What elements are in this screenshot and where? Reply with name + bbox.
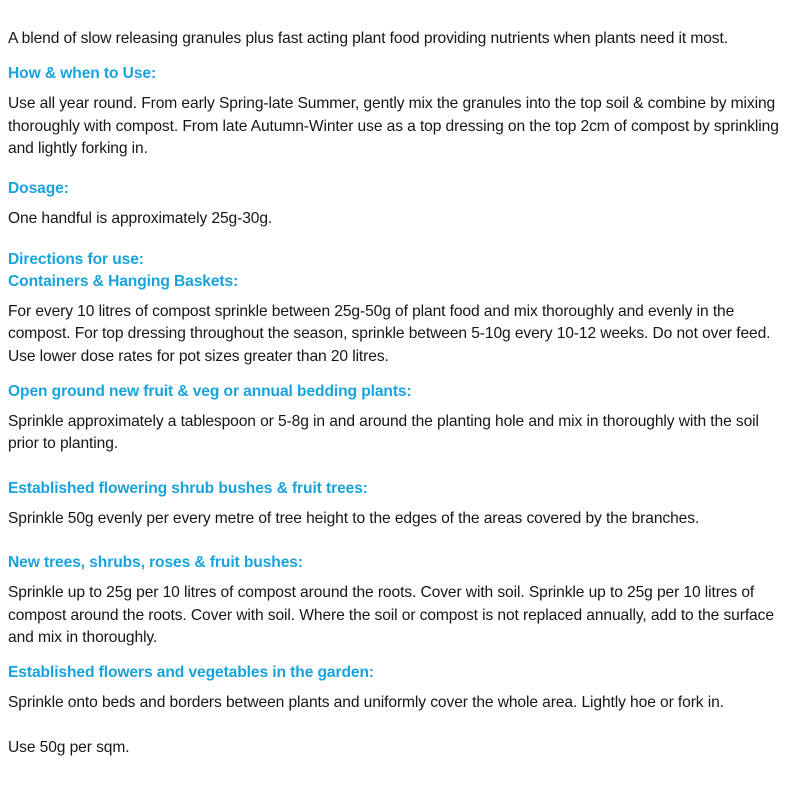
spacer [8,574,792,582]
spacer [8,50,792,63]
section-body: Sprinkle up to 25g per 10 litres of compost around the roots. Cover with soil. Sprinkle up to 25g per 10 litres of compost around the roots. Cover with soil. Where the soil or compost is not replaced annually, add to the surface and mix in thoroughly. [8,584,774,646]
spacer [8,231,792,249]
section-heading: Containers & Hanging Baskets: [8,272,239,290]
section-body: Sprinkle onto beds and borders between plants and uniformly cover the whole area. Lightly hoe or fork in. [8,694,724,712]
section-body: Sprinkle 50g evenly per every metre of tree height to the edges of the areas covered by the branches. [8,509,700,527]
spacer [8,649,792,662]
section-containers-hanging-baskets [8,271,792,368]
section-heading: New trees, shrubs, roses & fruit bushes: [8,554,303,572]
section-body: For every 10 litres of compost sprinkle between 25g-50g of plant food and mix thoroughly and evenly in the compost. For top dressing throughout the season, sprinkle between 5-10g every 10-12 weeks. Do not over feed. Use lower dose rates for pot sizes greater than 20 litres. [8,303,771,365]
section-new-trees-shrubs-roses [8,552,792,649]
section-body: Sprinkle approximately a tablespoon or 5-8g in and around the planting hole and mix in thoroughly with the soil prior to planting. [8,413,759,453]
section-established-flowering-shrubs [8,478,792,530]
section-heading: Directions for use: [8,250,144,268]
spacer [8,85,792,93]
intro-paragraph: A blend of slow releasing granules plus fast acting plant food providing nutrients when plants need it most. [8,30,728,47]
section-heading: Open ground new fruit & veg or annual bedding plants: [8,382,412,400]
section-how-and-when [8,63,792,160]
section-open-ground-new-fruit-veg [8,381,792,456]
section-heading: Established flowers and vegetables in the garden: [8,664,374,682]
section-directions-for-use [8,249,792,271]
section-heading: Established flowering shrub bushes & fruit trees: [8,479,368,497]
spacer [8,368,792,381]
section-established-flowers-vegetables [8,662,792,714]
section-heading: Dosage: [8,180,69,198]
footer-note: Use 50g per sqm. [8,738,130,756]
spacer [8,403,792,411]
spacer [8,684,792,692]
spacer [8,160,792,178]
section-body: One handful is approximately 25g-30g. [8,210,273,228]
spacer [8,200,792,208]
spacer [8,715,792,737]
spacer [8,530,792,552]
spacer [8,456,792,478]
spacer [8,500,792,508]
section-dosage [8,178,792,230]
spacer [8,293,792,301]
section-heading: How & when to Use: [8,65,157,83]
section-body: Use all year round. From early Spring-late Summer, gently mix the granules into the top soil & combine by mixing thoroughly with compost. From late Autumn-Winter use as a top dressing on the top 2cm of compost by sprinkling and lightly forking in. [8,95,779,158]
